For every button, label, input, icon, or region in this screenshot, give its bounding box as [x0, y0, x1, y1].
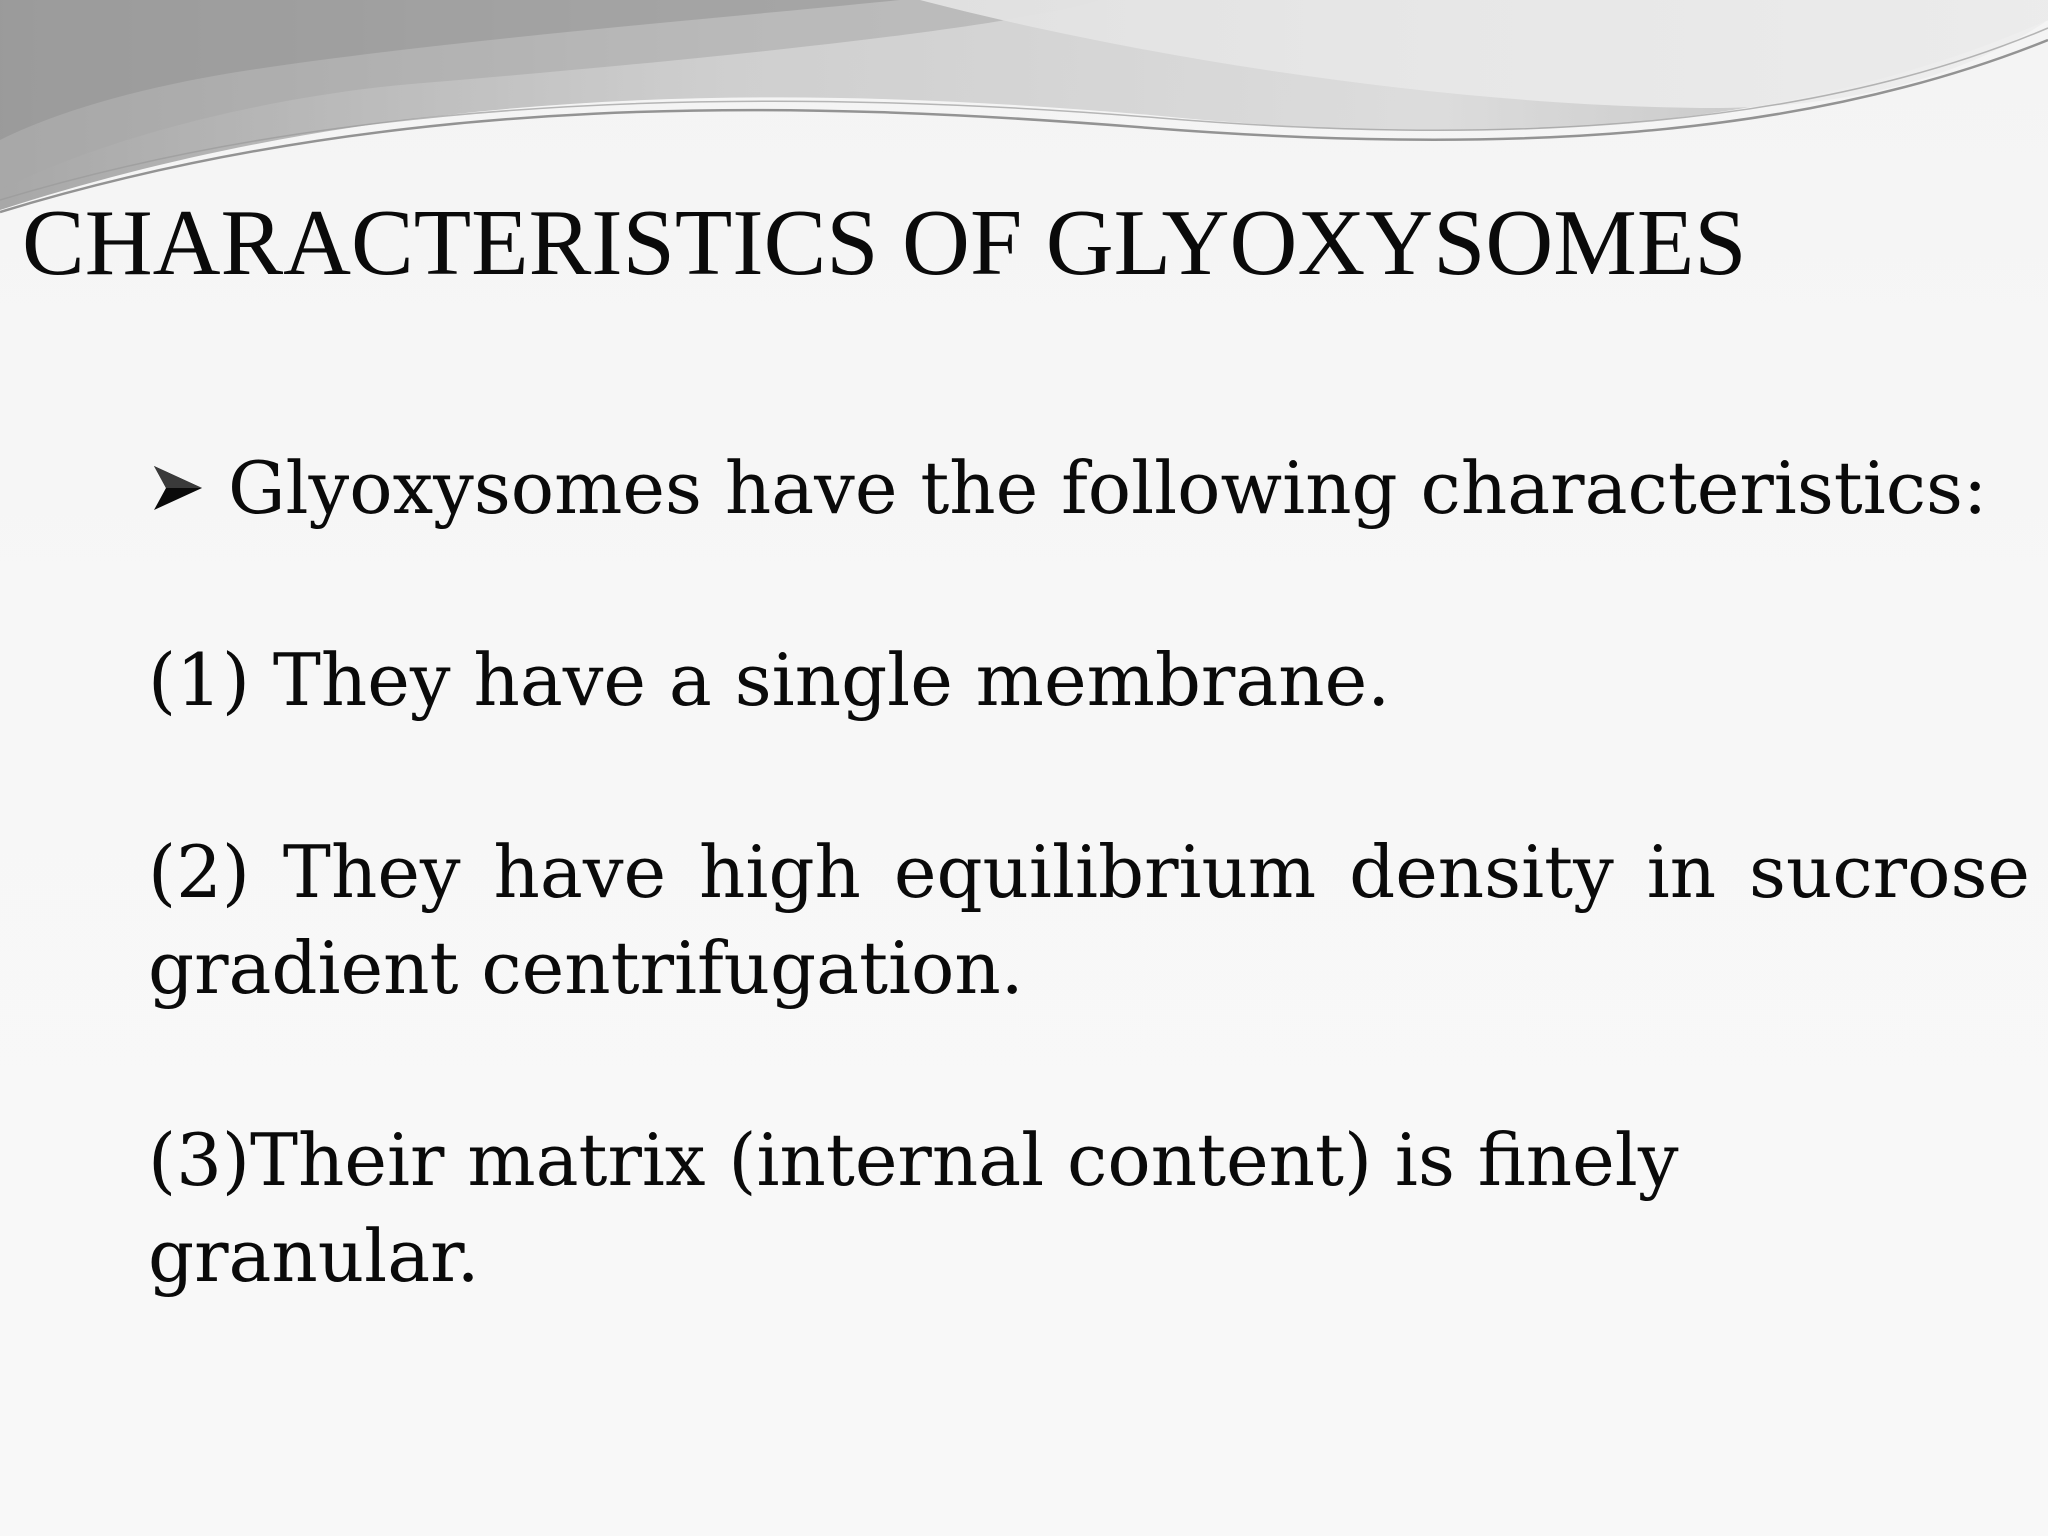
- list-item: [148, 1112, 2030, 1304]
- intro-text: Glyoxysomes have the following characteristics:: [228, 446, 1988, 530]
- slide-title: CHARACTERISTICS OF GLYOXYSOMES: [22, 191, 1747, 295]
- bullet-intro: [148, 440, 2030, 536]
- slide-body: [148, 440, 2030, 1400]
- point-3-text: (3)Their matrix (internal content) is finely granular.: [148, 1118, 1679, 1298]
- arrowhead-bullet-icon: [148, 462, 206, 514]
- point-2-text: (2) They have high equilibrium density in sucrose gradient centrifugation.: [148, 830, 2030, 1010]
- point-1-text: (1) They have a single membrane.: [148, 638, 1391, 722]
- list-item: [148, 824, 2030, 1016]
- list-item: [148, 632, 2030, 728]
